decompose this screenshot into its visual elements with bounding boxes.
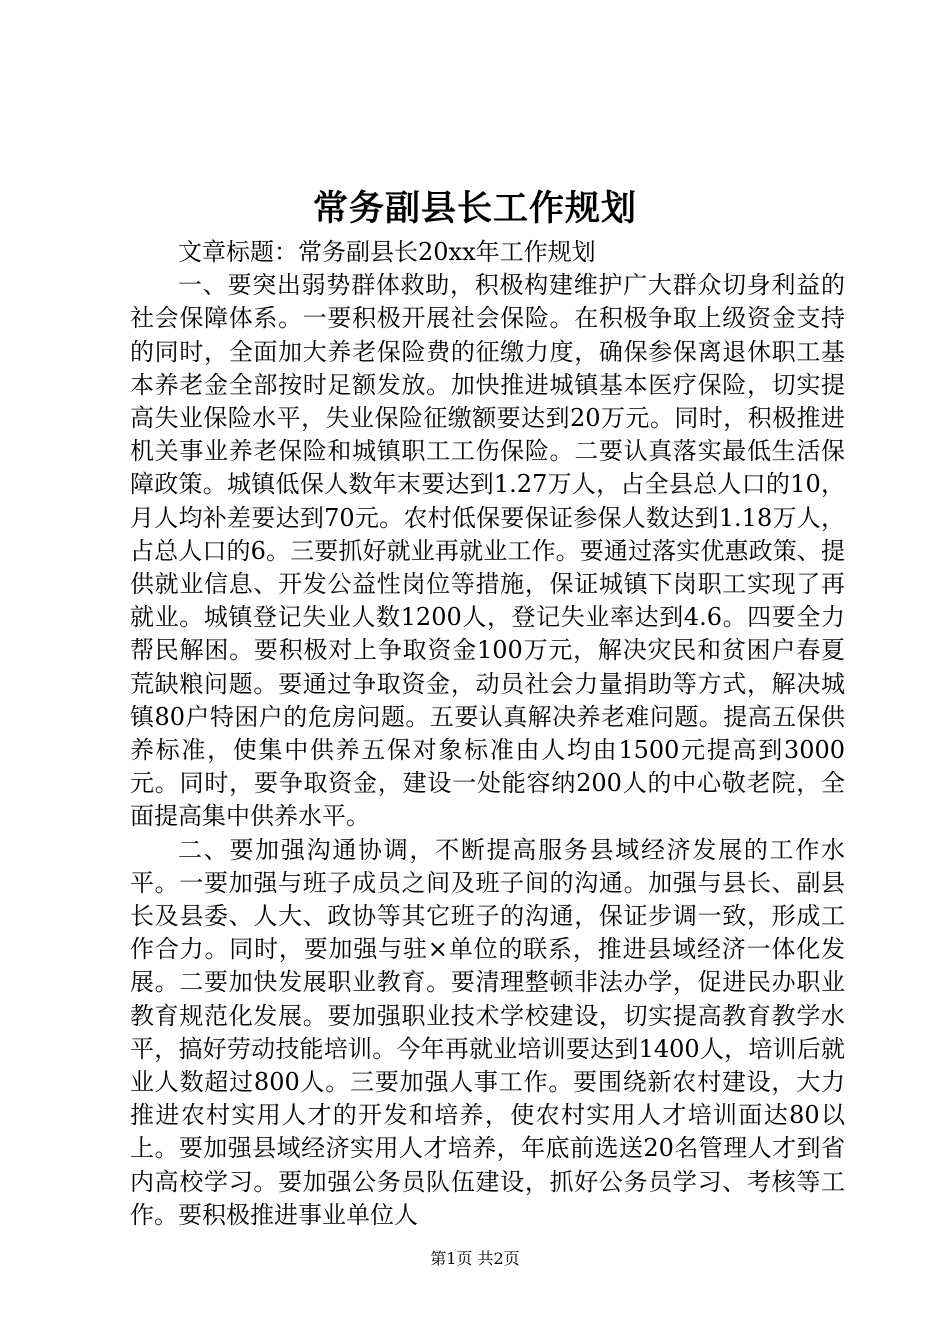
- page-footer: 第1页 共2页: [430, 1249, 520, 1268]
- document-body: [130, 236, 845, 1232]
- paragraph-1: 一、要突出弱势群体救助，积极构建维护广大群众切身利益的社会保障体系。一要积极开展社会保险。在积极争取上级资金支持的同时，全面加大养老保险费的征缴力度，确保参保离退休职工基本养老金全部按时足额发放。加快推进城镇基本医疗保险，切实提高失业保险水平，失业保险征缴额要达到20万元。同时，积极推进机关事业养老保险和城镇职工工伤保险。二要认真落实最低生活保障政策。城镇低保人数年末要达到1.27万人，占全县总人口的10，月人均补差要达到70元。农村低保要保证参保人数达到1.18万人，占总人口的6。三要抓好就业再就业工作。要通过落实优惠政策、提供就业信息、开发公益性岗位等措施，保证城镇下岗职工实现了再就业。城镇登记失业人数1200人，登记失业率达到4.6。四要全力帮民解困。要积极对上争取资金100万元，解决灾民和贫困户春夏荒缺粮问题。要通过争取资金，动员社会力量捐助等方式，解决城镇80户特困户的危房问题。五要认真解决养老难问题。提高五保供养标准，使集中供养五保对象标准由人均由1500元提高到3000元。同时，要争取资金，建设一处能容纳200人的中心敬老院，全面提高集中供养水平。: [130, 271, 845, 831]
- subtitle-line: 文章标题：常务副县长20xx年工作规划: [178, 238, 596, 266]
- document-title: 常务副县长工作规划: [312, 188, 637, 229]
- paragraph-2: 二、要加强沟通协调，不断提高服务县域经济发展的工作水平。一要加强与班子成员之间及班子间的沟通。加强与县长、副县长及县委、人大、政协等其它班子的沟通，保证步调一致，形成工作合力。同时，要加强与驻×单位的联系，推进县域经济一体化发展。二要加快发展职业教育。要清理整顿非法办学，促进民办职业教育规范化发展。要加强职业技术学校建设，切实提高教育教学水平，搞好劳动技能培训。今年再就业培训要达到1400人，培训后就业人数超过800人。三要加强人事工作。要围绕新农村建设，大力推进农村实用人才的开发和培养，使农村实用人才培训面达80以上。要加强县域经济实用人才培养，年底前选送20名管理人才到省内高校学习。要加强公务员队伍建设，抓好公务员学习、考核等工作。要积极推进事业单位人: [130, 835, 845, 1229]
